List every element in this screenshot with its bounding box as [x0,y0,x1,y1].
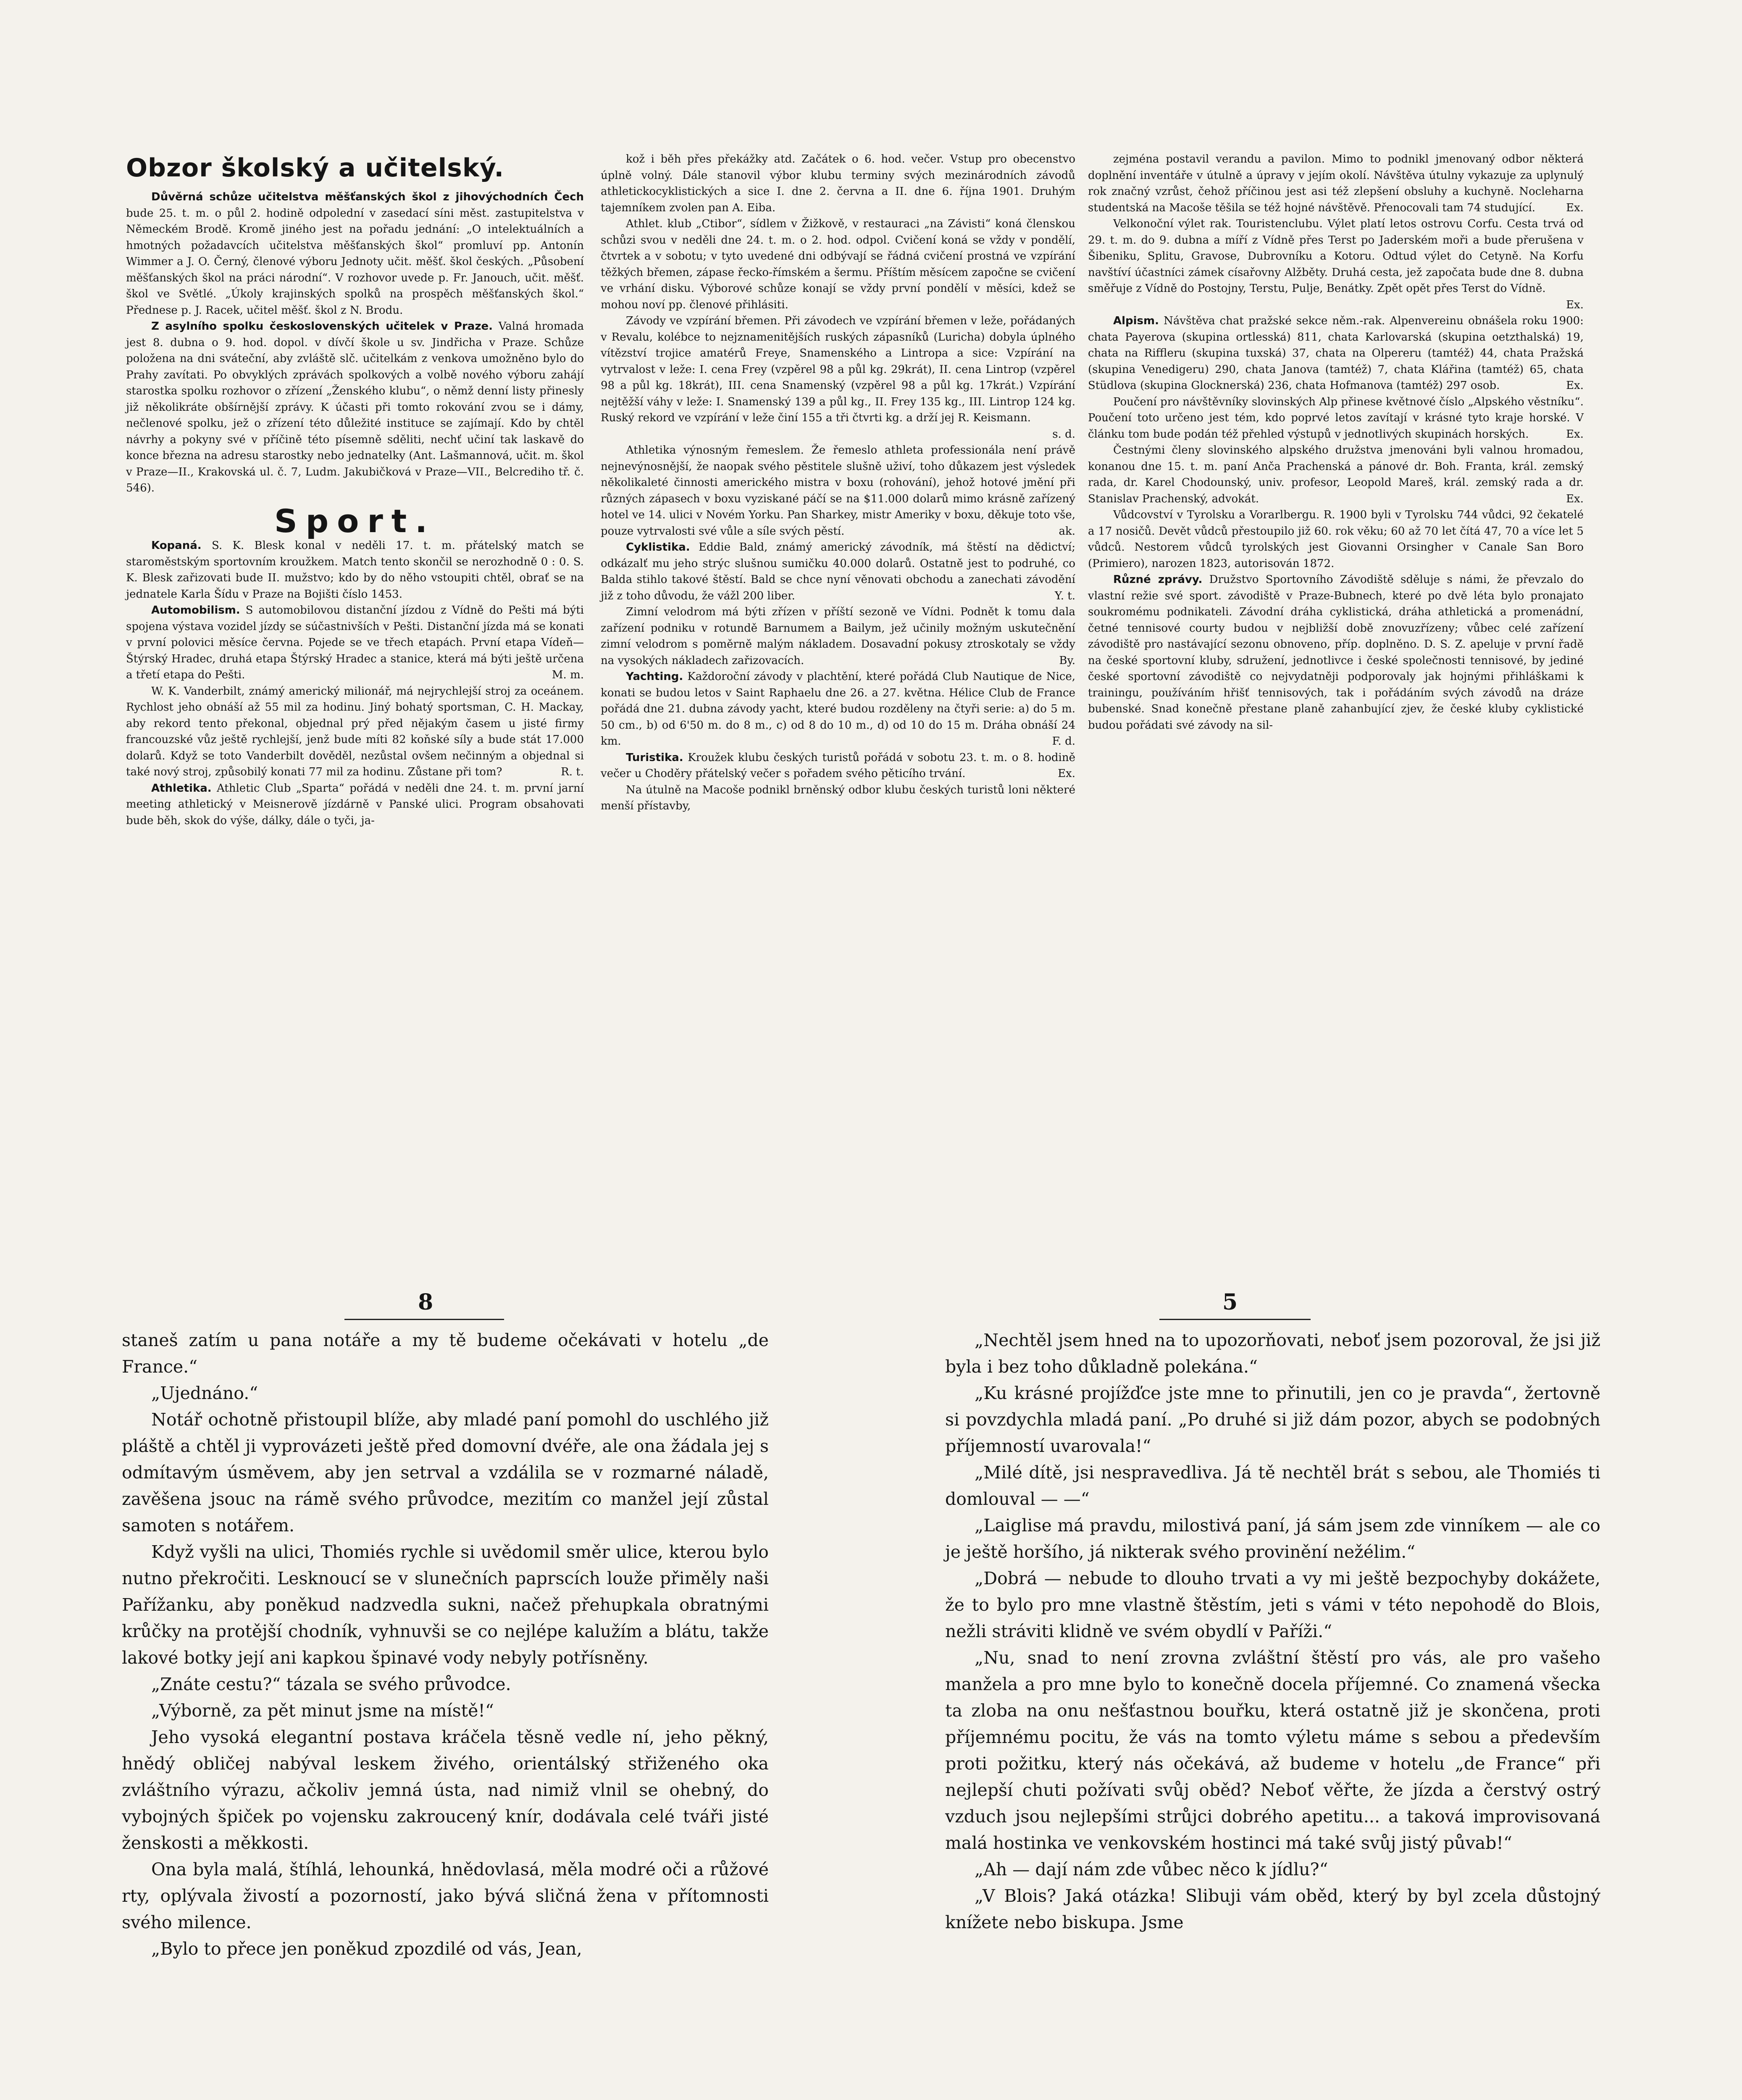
column-right [1088,151,1584,733]
article-lead: Automobilism. [151,604,240,617]
novel-paragraph: „Laiglise má pravdu, milostivá paní, já sám jsem zde vinníkem — ale co je ještě horšího, já nikterak svého provinění nežélim.“ [945,1515,1600,1562]
section-title-sport: Sport. [274,502,436,540]
article-signature: Ex. [1566,379,1584,392]
article-text: Čestnými členy slovinského alpského družstva jmenováni byli valnou hromadou, konanou dne 15. t. m. paní Anča Prachenská a pánové dr. Boh. Franta, král. zemský rada, dr. Karel Chodounský, univ. profesor, Leopold Mareš, král. zemský rada a dr. Stanislav Prachenský, advokát. [1088,444,1584,505]
article-signature: s. d. [1052,428,1075,441]
novel-page-left [122,1327,769,1962]
article-paragraph [601,442,1075,539]
article-paragraph [1088,507,1584,572]
article-paragraph [1088,394,1584,443]
article-text: S automobilovou distanční jízdou z Vídně do Pešti má býti spojena výstava vozidel jízdy se súčastnivších v Pešti. Distanční jízda má se konati v první polovici měsíce června. Pojede se ve třech etapách. První etapa Vídeň—Štýrský Hradec, druhá etapa Štýrský Hradec a stanice, která má býti ještě určena a třetí etapa do Pešti. [126,604,584,681]
novel-paragraph: „Znáte cestu?“ tázala se svého průvodce. [151,1674,511,1694]
novel-paragraph: „Dobrá — nebude to dlouho trvati a vy mi ještě bezpochyby dokážete, že to bylo pro mne vlastně štěstím, jeti s vámi v této nepohodě do Blois, nežli stráviti klidně ve svém obydlí v Paříži.“ [945,1568,1600,1641]
article-paragraph [1088,572,1584,733]
article-signature: By. [1059,654,1075,667]
article-text: Kroužek klubu českých turistů pořádá v sobotu 23. t. m. o 8. hodině večer u Choděry přátelský večer s pořadem svého pěticího trvání. [601,751,1075,780]
article-signature: Ex. [1566,492,1584,505]
article-paragraph [126,683,584,780]
sport-articles [126,538,584,829]
novel-paragraph: „Ujednáno.“ [151,1383,258,1403]
article-paragraph [126,602,584,683]
article-paragraph [601,604,1075,669]
article-paragraph [601,782,1075,814]
novel-paragraph: „Nechtěl jsem hned na to upozorňovati, neboť jsem pozoroval, že jsi již byla i bez toho důkladně polekána.“ [945,1330,1600,1377]
novel-paragraph: Když vyšli na ulici, Thomiés rychle si uvědomil směr ulice, kterou bylo nutno překročiti. Lesknoucí se v slunečních paprscích louže přiměly naši Pařížanku, aby poněkud nadzvedla sukni, načež přehupkala obratnými krůčky na protější chodník, vyhnuvši se co nejlépe kalužím a blátu, takže lakové botky její ani kapkou špinavé vody nebyly potřísněny. [122,1542,769,1668]
article-text: Závody ve vzpírání břemen. Při závodech ve vzpírání břemen v leže, pořádaných v Revalu, kolébce to nejznamenitějších ruských zápasníků (Lurichа) dobyla úplného vítězství trojice amatérů Freye, Snamenského a Lintropa a sice: Vzpírání na vytrvalost v leže: I. cena Frey (vzpěrel 98 a půl kg. 29krát), II. cena Lintrop (vzpěrel 98 a půl kg. 18krát), III. cena Snamenský (vzpěrel 98 a půl kg. 17krát.) Vzpírání nejtěžší váhy v leže: I. Snamenský 139 a půl kg., II. Frey 135 kg., III. Lintrop 124 kg. Ruský rekord ve vzpírání v leže činí 155 a tři čtvrti kg. a drží jej R. Keismann. [601,315,1075,424]
article-lead: Cyklistika. [626,541,690,554]
novel-paragraph: staneš zatím u pana notáře a my tě budeme očekávati v hotelu „de France.“ [122,1330,769,1377]
article-text: Družstvo Sportovního Závodiště sděluje s námi, že převzalo do vlastní režie své sport. závodiště v Praze-Bubnech, které po dvě léta bylo pronajato soukromému podnikateli. Závodní dráha cyklistická, dráha athletická a promenádní, četné tennisové courty budou v nejbližší době znovuzřízeny; vůbec celé zařízení závodiště pro nastávající sezonu obnoveno, příp. doplněno. D. S. Z. apeluje v první řadě na české sportovní kluby, sdružení, jednotlivce i české společnosti tennisové, by jediné české sportovní závodiště co nejvydatněji podporovaly jak hojnými přihláškami k trainingu, používáním hřišť tennisových, tak i pořádáním svých závodů na dráze bubenské. Snad konečně přestane planě zahanbující zjev, že české kluby cyklistické budou pořádati své závody na sil- [1088,573,1584,732]
novel-paragraph: „Bylo to přece jen poněkud zpozdilé od vás, Jean, [151,1939,582,1959]
article-text: Na útulně na Macoše podnikl brněnský odbor klubu českých turistů loni některé menší přístavby, [601,783,1075,812]
article-text: Návštěva chat pražské sekce něm.-rak. Alpenvereinu obnášela roku 1900: chata Payerova (skupina ortlesská) 811, chata Karlovarská (skupina oetzthalská) 19, chata na Riffleru (skupina tuxská) 37, chata na Olpereru (tamtéž) 44, chata Pražská (skupina Venedigeru) 290, chata Janova (tamtéž) 7, chata Klářina (tamtéž) 65, chata Stüdlova (skupina Glocknerská) 236, chata Hofmanova (tamtéž) 297 osob. [1088,315,1584,392]
article-paragraph [1088,151,1584,216]
article-signature: R. t. [561,766,584,778]
article-paragraph [126,189,584,318]
article-signature: F. d. [1052,735,1075,748]
article-signature: Y. t. [1054,589,1075,602]
article-text: Athlet. klub „Ctibor“, sídlem v Žižkově, v restauraci „na Závisti“ koná členskou schůzi svou v neděli dne 24. t. m. o 2. hod. odpol. Cvičení koná se vždy v pondělí, čtvrtek a v sobotu; v tyto uvedené dni odbývají se řádná cvičení prostná ve vzpírání těžkých břemen, zápase řecko-římském a šermu. Příštím měsícem započne se cvičení ve vrhání disku. Výborové schůze konají se vždy první pondělí v měsíci, kdež se mohou noví pp. členové přihlásiti. [601,218,1075,311]
article-text: Velkonoční výlet rak. Touristenclubu. Výlet platí letos ostrovu Corfu. Cesta trvá od 29. t. m. do 9. dubna a míří z Vídně přes Terst po Jaderském moři a bude přerušena v Šibeniku, Splitu, Gravose, Dubrovníku a Kotoru. Odtud výlet do Cetyně. Na Korfu navštíví účastníci zámek císařovny Alžběty. Druhá cesta, jež započata bude dne 8. dubna směřuje z Vídně do Postojny, Terstu, Pulje, Benátky. Zpět opět přes Terst do Vídně. [1088,218,1584,295]
novel-paragraph: Notář ochotně přistoupil blíže, aby mladé paní pomohl do uschlého již pláště a chtěl ji vyprovázeti ještě před domovní dvéře, ale ona žádala jej s odmítavým úsměvem, aby jen setrval a vzdálila se v rozmarné náladě, zavěšena jsouc na rámě svého průvodce, mezitím co manžel její zůstal samoten s notářem. [122,1410,769,1536]
article-lead: Z asylního spolku československých učitelek v Praze. [151,320,493,333]
rule-left [344,1319,504,1320]
article-text: Vůdcovství v Tyrolsku a Vorarlbergu. R. 1900 byli v Tyrolsku 744 vůdci, 92 čekatelé a 17 nosičů. Devět vůdců přestoupilo již 60. rok věku; 60 až 70 let čítá 47, 70 a více let 5 vůdců. Nestorem vůdců tyrolských jest Giovanni Orsingher v Canale San Boro (Primiero), narozen 1823, autorisován 1872. [1088,509,1584,570]
article-paragraph [601,669,1075,750]
article-text: Poučení pro návštěvníky slovinských Alp přinese květnové číslo „Alpského věstníku“. Poučení toto určeno jest tém, kdo poprvé letos zavítají v krásné tyto kraje horské. V článku tom bude podán též přehled výstupů v jednotlivých skupinách horských. [1088,395,1584,441]
novel-paragraph: „Výborně, za pět minut jsme na místě!“ [151,1701,494,1721]
novel-paragraph: „Milé dítě, jsi nespravedliva. Já tě nechtěl brát s sebou, ale Thomiés ti domlouval — —“ [945,1462,1600,1509]
page-number-left: 8 [418,1289,434,1315]
article-text: Zimní velodrom má býti zřízen v příští sezoně ve Vídni. Podnět k tomu dala zařízení podniku v rotundě Barnumem a Bailym, jež učinily možným uskutečnění zimní velodrom s poměrně malým nákladem. Dosavadní pokusy ztroskotaly se vždy na vysokých nákladech zařizovacích. [601,606,1075,667]
novel-paragraph: Jeho vysoká elegantní postava kráčela těsně vedle ní, jeho pěkný, hnědý obličej nabýval leskem živého, orientálský střiženého oka zvláštního výrazu, ačkoliv jemná ústa, nad nimiž vlnil se ohebný, do vybojných špiček po vojensku zakroucený knír, dodávala celé tváři jisté ženskosti a měkkosti. [122,1727,769,1853]
section-title-school: Obzor školský a učitelský. [126,153,504,183]
article-paragraph [1088,313,1584,394]
article-paragraph [126,780,584,829]
article-text: zejména postavil verandu a pavilon. Mimo to podnikl jmenovaný odbor některá doplnění inventáře v útulně a úpravy v jejím okolí. Návštěva útulny vykazuje za uplynulý rok značný vzrůst, čehož příčinou jest asi též zlepšení obsluhy a kuchyně. Nocleharna studentská na Macoše těšila se též hojné návštěvě. Přenocovali tam 74 studující. [1088,153,1584,214]
article-text: Eddie Bald, známý americký závodník, má štěstí na dědictví; odkázalť mu jeho strýc slušnou sumičku 40.000 dolarů. Ostatně jest to podruhé, co Balda stihlo takové štěstí. Bald se chce nyní věnovati obchodu a zanechati závodění již z toho důvodu, že vážl 200 liber. [601,541,1075,602]
novel-paragraph: „Nu, snad to není zrovna zvláštní štěstí pro vás, ale pro vašeho manžela a pro mne bylo to konečně docela příjemné. Co znamená všecka ta zloba na onu nešťastnou bouřku, která ostatně již je skončena, proti příjemnému pocitu, že vás na tomto výletu máme s sebou a především proti požitku, který nás očekává, až budeme v hotelu „de France“ při nejlepší chuti požívati svůj oběd? Neboť věřte, že jízda a čerstvý ostrý vzduch jsou nejlepšími strůjci dobrého apetitu... a taková improvisovaná malá hostinka ve venkovském hostinci má také svůj jistý půvab!“ [945,1648,1600,1853]
article-lead: Alpism. [1113,315,1159,327]
page-number-right: 5 [1222,1289,1238,1315]
article-lead: Athletika. [151,782,212,795]
article-signature: Ex. [1058,767,1075,780]
article-paragraph [601,313,1075,442]
article-paragraph [601,539,1075,604]
article-paragraph [126,538,584,602]
column-middle [601,151,1075,814]
column-left [126,151,584,829]
article-paragraph [1088,216,1584,313]
article-lead: Různé zprávy. [1113,573,1203,586]
article-text: W. K. Vanderbilt, známý americký milionář, má nejrychlejší stroj za oceánem. Rychlost jeho obnáší až 55 mil za hodinu. Jiný bohatý sportsman, C. H. Mackay, aby rekord tento překonal, objednal prý před nějakým časem u jisté firmy francouzské vůz ještě rychlejší, jenž bude míti 82 koňské síly a bude stát 17.000 dolarů. Když se toto Vanderbilt dověděl, nezůstal ovšem nečinným a objednal si také nový stroj, způsobilý konati 77 mil za hodinu. Zůstane při tom? [126,685,584,778]
article-text: kož i běh přes překážky atd. Začátek o 6. hod. večer. Vstup pro obecenstvo úplně volný. Dále stanovil výbor klubu terminy svých mezinárodních závodů athletickocyklistických a sice I. dne 2. června a II. dne 6. října 1901. Druhým tajemníkem zvolen pan A. Eiba. [601,153,1075,214]
article-text: Athletic Club „Sparta“ pořádá v neděli dne 24. t. m. první jarní meeting athletický v Meisnerově jízdárně v Panské ulici. Program obsahovati bude běh, skok do výše, dálky, dále o tyči, ja- [126,782,584,827]
article-text: Valná hromada jest 8. dubna o 9. hod. dopol. v dívčí škole u sv. Jindřicha v Praze. Schůze položena na dni sváteční, aby zvláště slč. učitelkám z venkova umožněno bylo do Prahy zavítati. Po obvyklých zprávách spolkových a volbě nového výboru zahájí starostka spolku rozhovor o zřízení „Ženského klubu“, o němž denní listy přinesly již několikráte obšírnější zprávy. K účasti při tomto rokování zvou se i dámy, nečlenové spolku, jež o zřízení této důležité instituce se zajímají. Kdo by chtěl návrhy a pokyny své v příčině této písemně sděliti, nechť učiní tak laskavě do konce března na adresu starostky nebo jednatelky (Ant. Lašmannová, učit. m. škol v Praze—II., Krakovská ul. č. 7, Ludm. Jakubičková v Praze—VII., Belcrediho tř. č. 546). [126,320,584,494]
novel-paragraph: Ona byla malá, štíhlá, lehounká, hnědovlasá, měla modré oči a růžové rty, oplývala živostí a pozorností, jako bývá sličná žena v přítomnosti svého milence. [122,1859,769,1932]
article-paragraph [601,750,1075,782]
rule-right [1159,1319,1311,1320]
article-signature: ak. [1059,525,1075,538]
article-paragraph [601,151,1075,216]
novel-paragraph: „Ah — dají nám zde vůbec něco k jídlu?“ [975,1859,1328,1880]
article-lead: Důvěrná schůze učitelstva měšťanských škol z jihovýchodních Čech [151,191,584,203]
article-text: S. K. Blesk konal v neděli 17. t. m. přátelský match se staroměstským sportovním kroužkem. Match tento skončil se nerozhodně 0 : 0. S. K. Blesk zařizovati bude II. mužstvo; kdo by do něho vstoupiti chtěl, obrať se na jednatele Karla Šídu v Praze na Bojišti číslo 1453. [126,539,584,601]
article-paragraph [1088,442,1584,507]
article-lead: Kopaná. [151,539,202,552]
school-articles [126,189,584,496]
article-paragraph [126,318,584,496]
article-text: bude 25. t. m. o půl 2. hodině odpolední v zasedací síni měst. zastupitelstva v Německém Brodě. Kromě jiného jest na pořadu jednání: „O intelektuálních a hmotných požadavcích učitelstva měšťanských škol“ promluví pp. Antonín Wimmer a J. O. Černý, členové výboru Jednoty učit. měšť. škol českých. „Působení měšťanských škol na práci národní“. V rozhovor uvede p. Fr. Janouch, učit. měšť. škol ve Světlé. „Úkoly krajinských spolků na prospěch měšťanských škol.“ Přednese p. J. Racek, učitel měšť. škol z N. Brodu. [126,207,584,317]
article-signature: M. m. [552,669,584,681]
article-paragraph [601,216,1075,313]
right-articles [1088,151,1584,733]
article-text: Athletika výnosným řemeslem. Že řemeslo athleta professionála není právě nejnevýnosnější, že naopak svého pěstitele slušně uživí, toho důkazem jest výsledek několikaleté činnosti amerického mistra v boxu (rohování), jehož hotové jmění při různých zápasech v boxu vyziskané páčí se na $11.000 dolarů mimo krásně zařízený hotel ve 14. ulici v Novém Yorku. Pan Sharkey, mistr Ameriky v boxu, děkuje toto vše, pouze vytrvalosti své vůle a síle svých pěstí. [601,444,1075,538]
middle-articles [601,151,1075,814]
novel-paragraph: „Ku krásné projížďce jste mne to přinutili, jen co je pravda“, žertovně si povzdychla mladá paní. „Po druhé si již dám pozor, abych se podobných příjemností uvarovala!“ [945,1383,1600,1456]
article-text: Každoroční závody v plachtění, které pořádá Club Nautique de Nice, konati se budou letos v Saint Raphaelu dne 26. a 27. května. Hélice Club de France pořádá dne 21. dubna závody yacht, které budou rozděleny na čtyři serie: a) do 5 m. 50 cm., b) od 6'50 m. do 8 m., c) od 8 do 10 m., d) od 10 do 15 m. Dráha obnáší 24 km. [601,670,1075,748]
article-signature: Ex. [1566,428,1584,441]
novel-page-right [945,1327,1600,1936]
article-signature: Ex. [1566,201,1584,214]
article-lead: Yachting. [626,670,683,683]
article-signature: Ex. [1566,298,1584,311]
novel-paragraph: „V Blois? Jaká otázka! Slibuji vám oběd, který by byl zcela důstojný knížete nebo biskupa. Jsme [945,1886,1600,1932]
article-lead: Turistika. [626,751,683,764]
